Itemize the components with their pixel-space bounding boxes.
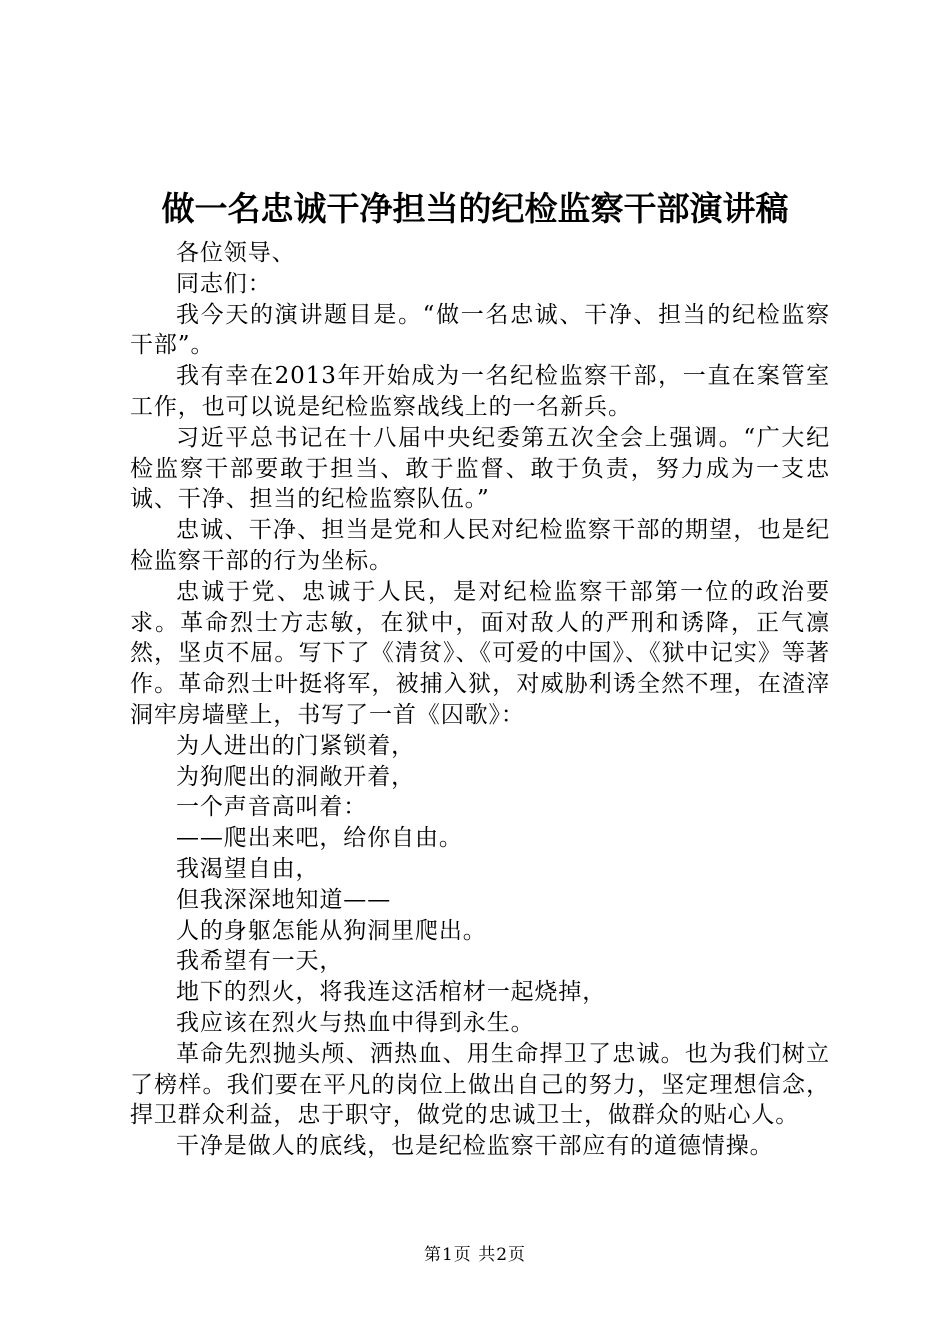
page-number: 第1页 共2页: [423, 1245, 527, 1265]
paragraph: 各位领导、: [176, 240, 296, 266]
paragraph: 忠诚于党、忠诚于人民，是对纪检监察干部第一位的政治要求。革命烈士方志敏，在狱中，面对敌人的严刑和诱降，正气凛然，坚贞不屈。写下了《清贫》、《可爱的中国》、《狱中记实》等著作。革命烈士叶挺将军，被捕入狱，对威胁利诱全然不理，在渣滓洞牢房墙壁上，书写了一首《囚歌》：: [130, 578, 830, 728]
paragraph: 同志们：: [176, 270, 272, 297]
poem-line: 一个声音高叫着：: [176, 794, 368, 821]
poem-line: 但我深深地知道——: [176, 886, 392, 913]
paragraph: 我有幸在2013年开始成为一名纪检监察干部，一直在案管室工作，也可以说是纪检监察战线上的一名新兵。: [130, 363, 830, 420]
poem-line: ——爬出来吧，给你自由。: [176, 825, 463, 852]
poem-line: 地下的烈火，将我连这活棺材一起烧掉，: [176, 979, 607, 1006]
poem-line: 我渴望自由，: [176, 855, 320, 882]
poem-line: 为人进出的门紧锁着，: [176, 732, 415, 759]
document-body: [130, 238, 830, 1162]
document-title: 做一名忠诚干净担当的纪检监察干部演讲稿: [161, 189, 789, 228]
paragraph: 习近平总书记在十八届中央纪委第五次全会上强调。“广大纪检监察干部要敢于担当、敢于监督、敢于负责，努力成为一支忠诚、干净、担当的纪检监察队伍。”: [130, 424, 830, 513]
poem-line: 为狗爬出的洞敞开着，: [176, 763, 415, 790]
paragraph: 忠诚、干净、担当是党和人民对纪检监察干部的期望，也是纪检监察干部的行为坐标。: [130, 517, 830, 574]
paragraph: 我今天的演讲题目是。“做一名忠诚、干净、担当的纪检监察干部”。: [130, 301, 830, 359]
paragraph: 革命先烈抛头颅、洒热血、用生命捍卫了忠诚。也为我们树立了榜样。我们要在平凡的岗位上做出自己的努力，坚定理想信念，捍卫群众利益，忠于职守，做党的忠诚卫士，做群众的贴心人。: [130, 1040, 830, 1129]
poem-line: 我应该在烈火与热血中得到永生。: [176, 1009, 535, 1036]
paragraph: 干净是做人的底线，也是纪检监察干部应有的道德情操。: [176, 1133, 774, 1160]
poem-line: 人的身躯怎能从狗洞里爬出。: [176, 917, 487, 944]
poem-line: 我希望有一天，: [176, 948, 344, 975]
